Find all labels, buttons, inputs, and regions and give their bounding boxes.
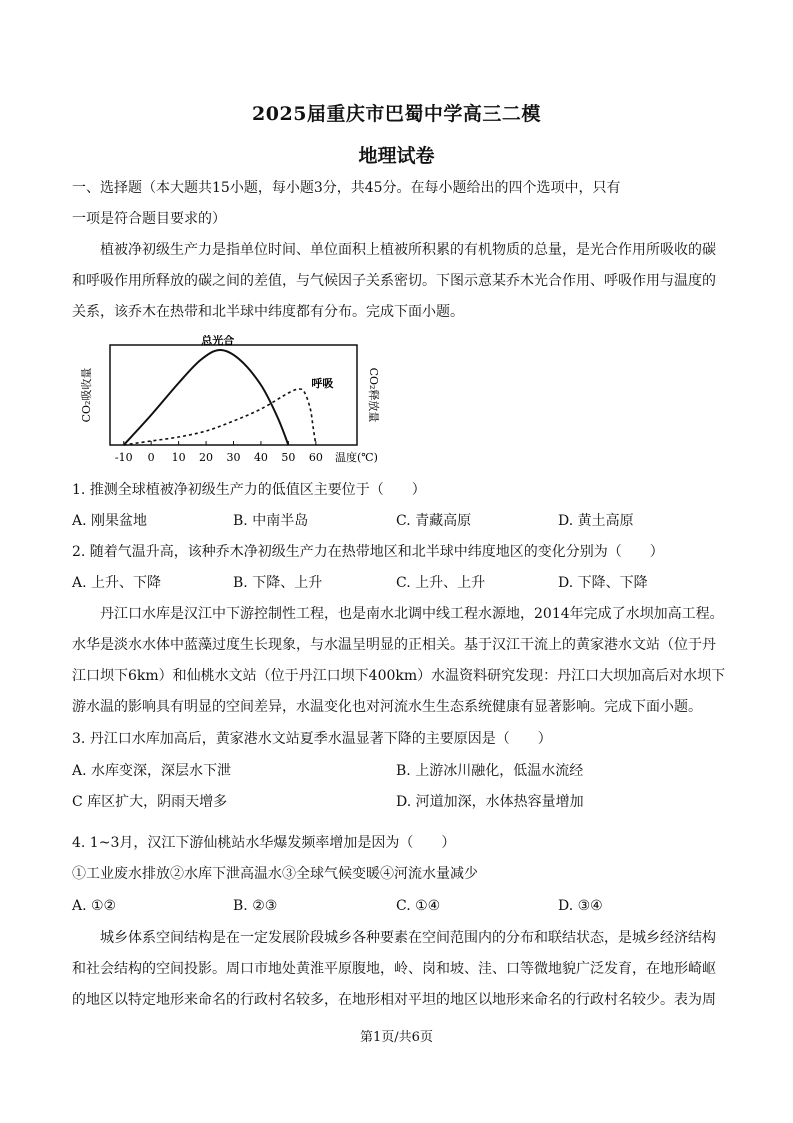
passage3-line: 和社会结构的空间投影。周口市地处黄淮平原腹地，岭、岗和坡、洼、口等微地貌广泛发育，在地形崎岖 [72,961,716,977]
passage3-line: 的地区以特定地形来命名的行政村名较多，在地形相对平坦的地区以地形来命名的行政村名较少。表为周 [72,992,716,1008]
q2-option-d[interactable]: D. 下降、下降 [558,575,648,591]
x-tick-label: 40 [253,451,268,464]
q4-option-b[interactable]: B. ②③ [233,898,278,914]
q3-option-b[interactable]: B. 上游冰川融化，低温水流经 [396,763,584,779]
x-tick-label: 30 [226,451,241,464]
q4-choices: ①工业废水排放②水库下泄高温水③全球气候变暖④河流水量减少 [72,866,478,882]
x-tick-label: 60 [308,451,323,464]
q1-option-c[interactable]: C. 青藏高原 [396,513,472,529]
q4-stem: 4. 1~3月，汉江下游仙桃站水华爆发频率增加是因为（ ） [72,835,456,851]
q1-stem: 1. 推测全球植被净初级生产力的低值区主要位于（ ） [72,482,426,498]
passage1-line: 关系，该乔木在热带和北半球中纬度都有分布。完成下面小题。 [72,304,464,320]
page-footer: 第1页/共6页 [360,1030,433,1045]
x-tick-label: -10 [114,451,133,464]
exam-subtitle: 地理试卷 [358,145,435,167]
passage2-line: 江口坝下6km）和仙桃水文站（位于丹江口坝下400km）水温资料研究发现：丹江口大坝加高后对水坝下 [72,668,726,684]
q4-option-d[interactable]: D. ③④ [558,898,603,914]
x-tick-label: 0 [147,451,155,464]
q1-option-d[interactable]: D. 黄土高原 [558,513,634,529]
y-axis-label-left: CO₂吸收量 [80,367,93,423]
series-label-respiration: 呼吸 [311,377,334,390]
passage1-line: 植被净初级生产力是指单位时间、单位面积上植被所积累的有机物质的总量，是光合作用所吸收的碳 [100,242,716,258]
q4-option-c[interactable]: C. ①④ [396,898,441,914]
series-line-respiration [124,389,316,445]
q2-option-b[interactable]: B. 下降、上升 [233,575,323,591]
x-tick-label: 10 [171,451,186,464]
q2-option-c[interactable]: C. 上升、上升 [396,575,486,591]
q3-stem: 3. 丹江口水库加高后，黄家港水文站夏季水温显著下降的主要原因是（ ） [72,731,552,747]
passage3-line: 城乡体系空间结构是在一定发展阶段城乡各种要素在空间范围内的分布和联结状态，是城乡经济结构 [100,930,716,946]
x-tick-label: 50 [281,451,296,464]
passage2-line: 水华是淡水水体中蓝藻过度生长现象，与水温呈明显的正相关。基于汉江干流上的黄家港水文站（位于丹 [72,637,716,653]
series-line-gross-photosynthesis [124,350,289,445]
q1-option-b[interactable]: B. 中南半岛 [233,513,309,529]
x-axis-label: 温度(℃) [335,451,378,464]
x-tick-label: 20 [199,451,214,464]
q2-stem: 2. 随着气温升高，该种乔木净初级生产力在热带地区和北半球中纬度地区的变化分别为（ ） [72,544,664,560]
q3-option-c[interactable]: C 库区扩大，阴雨天增多 [72,794,228,810]
passage2-line: 游水温的影响具有明显的空间差异，水温变化也对河流水生生态系统健康有显著影响。完成下面小题。 [72,699,702,715]
series-label-gross-photosynthesis: 总光合 [201,335,235,347]
section-heading-line-2: 一项是符合题目要求的） [72,211,226,227]
q1-option-a[interactable]: A. 刚果盆地 [72,513,148,529]
passage2-line: 丹江口水库是汉江中下游控制性工程，也是南水北调中线工程水源地，2014年完成了水坝加高工程。 [100,606,724,622]
passage1-line: 和呼吸作用所释放的碳之间的差值，与气候因子关系密切。下图示意某乔木光合作用、呼吸作用与温度的 [72,273,716,289]
q3-option-d[interactable]: D. 河道加深，水体热容量增加 [396,794,584,810]
y-axis-label-right: CO₂释放量 [367,367,380,423]
q4-option-a[interactable]: A. ①② [72,898,117,914]
exam-title: 2025届重庆市巴蜀中学高三二模 [252,103,541,125]
photosynthesis-respiration-chart [70,335,400,475]
q2-option-a[interactable]: A. 上升、下降 [72,575,162,591]
section-heading-line-1: 一、选择题（本大题共15小题，每小题3分，共45分。在每小题给出的四个选项中，只有 [72,180,621,196]
chart-frame [110,345,357,445]
q3-option-a[interactable]: A. 水库变深，深层水下泄 [72,763,232,779]
